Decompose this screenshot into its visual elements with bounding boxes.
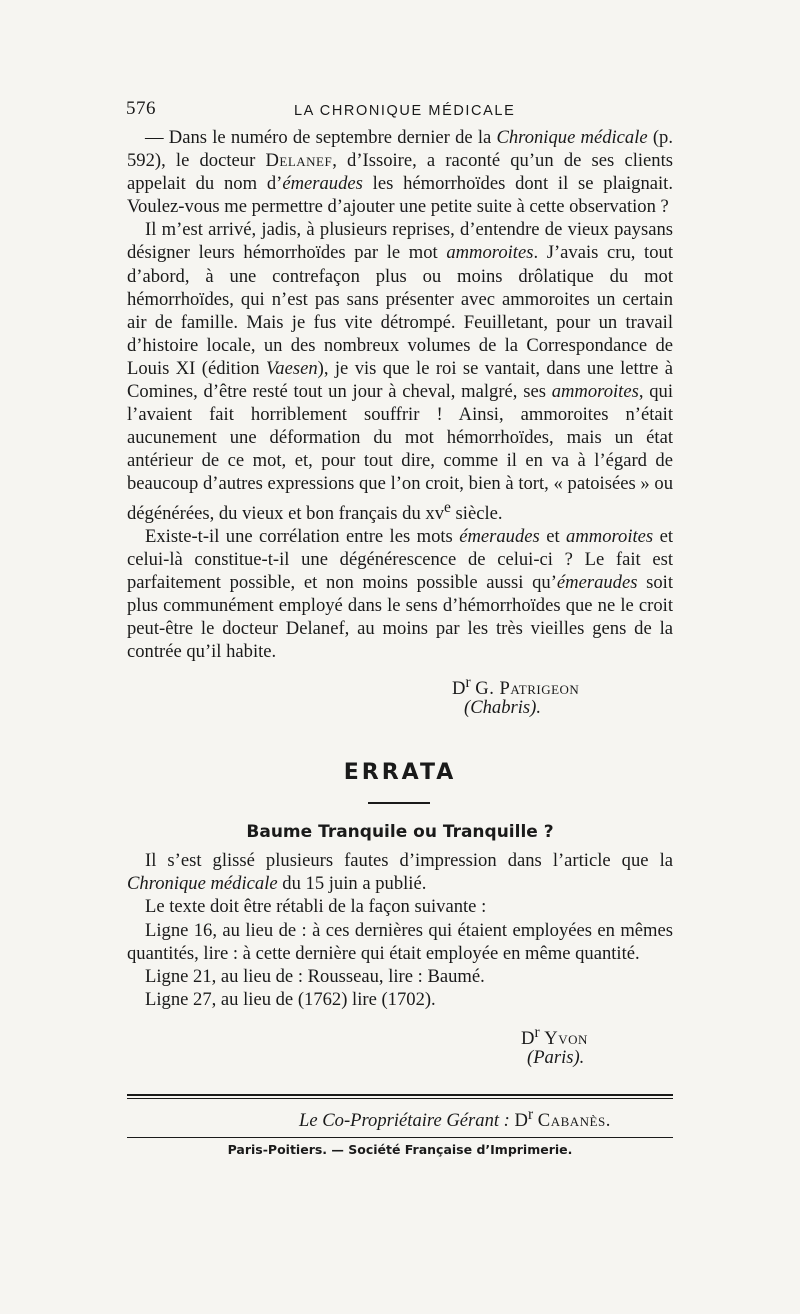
errata-subtitle: Baume Tranquile ou Tranquille ? <box>246 822 554 842</box>
article-paragraph-3: Existe-t-il une corrélation entre les mots émeraudes et ammoroites et celui-là constitue-t-il une dégénérescence de celui-ci ? Le fait est parfaitement possible, et non moins possible aussi qu’émeraudes soit plus communément employé dans le sens d’hémorrhoïdes que ne le croit peut-être le docteur Delanef, au moins par les très vieilles gens de la contrée qu’il habite. <box>127 525 674 663</box>
article-paragraph-1: — Dans le numéro de septembre dernier de la Chronique médicale (p. 592), le docteur Delanef, d’Issoire, a raconté qu’un de ses clients appelait du nom d’émeraudes les hémorrhoïdes dont il se plaignait. Voulez-vous me permettre d’ajouter une petite suite à cette observation ? <box>127 127 673 218</box>
footer-rule-thick <box>127 1094 673 1096</box>
errata-body <box>127 849 673 1011</box>
errata-paragraph-4: Ligne 21, au lieu de : Rousseau, lire : Baumé. <box>145 966 485 988</box>
errata-paragraph-3: Ligne 16, au lieu de : à ces dernières qui étaient employées en mêmes quantités, lire : à cette dernière qui était employée en même quantité. <box>127 919 673 964</box>
running-title: LA CHRONIQUE MÉDICALE <box>294 103 516 119</box>
gerant-line: Le Co-Propriétaire Gérant : $D^r$ Cabanès. <box>299 1106 611 1132</box>
printer-imprint: Paris-Poitiers. — Société Française d’Imprimerie. <box>227 1142 573 1157</box>
errata-signature-name: $D^r$ Yvon <box>521 1024 588 1050</box>
article-signature-place: (Chabris). <box>464 697 541 718</box>
errata-paragraph-1: Il s’est glissé plusieurs fautes d’impression dans l’article que la Chronique médicale du 15 juin a publié. <box>127 850 673 895</box>
errata-paragraph-2: Le texte doit être rétabli de la façon suivante : <box>145 896 487 918</box>
errata-divider <box>368 802 430 804</box>
errata-paragraph-5: Ligne 27, au lieu de (1762) lire (1702). <box>145 989 436 1011</box>
errata-heading: ERRATA <box>343 760 457 785</box>
page-number: 576 <box>126 98 156 119</box>
article-paragraph-2: Il m’est arrivé, jadis, à plusieurs reprises, d’entendre de vieux paysans désigner leurs hémorrhoïdes par le mot ammoroites. J’avais cru, tout d’abord, à une contrefaçon plus ou moins drôlatique du mot hémorrhoïdes, qui n’est pas sans présenter avec ammoroites un certain air de famille. Mais je fus vite détrompé. Feuilletant, pour un travail d’histoire locale, un des nombreux volumes de la Correspondance de Louis XI (édition Vaesen), je vis que le roi se vantait, dans une lettre à Comines, d’être resté tout un jour à cheval, malgré, ses ammoroites, qui l’avaient fait horriblement souffrir ! Ainsi, ammoroites n’était aucunement une déformation du mot hémorrhoïdes, mais un état antérieur de ce mot, et, pour tout dire, comme il en va à l’égard de beaucoup d’autres expressions que l’on croit, bien à tort, « patoisées » ou dégénérées, du vieux et bon français du $xv^e$ siècle. <box>127 219 673 524</box>
errata-signature-place: (Paris). <box>527 1047 585 1068</box>
article-body <box>127 126 673 663</box>
footer-rule-thin <box>127 1098 673 1099</box>
article-signature-name: $D^r$ G. Patrigeon <box>452 674 580 700</box>
imprint-rule <box>127 1137 673 1138</box>
running-head <box>126 100 674 124</box>
